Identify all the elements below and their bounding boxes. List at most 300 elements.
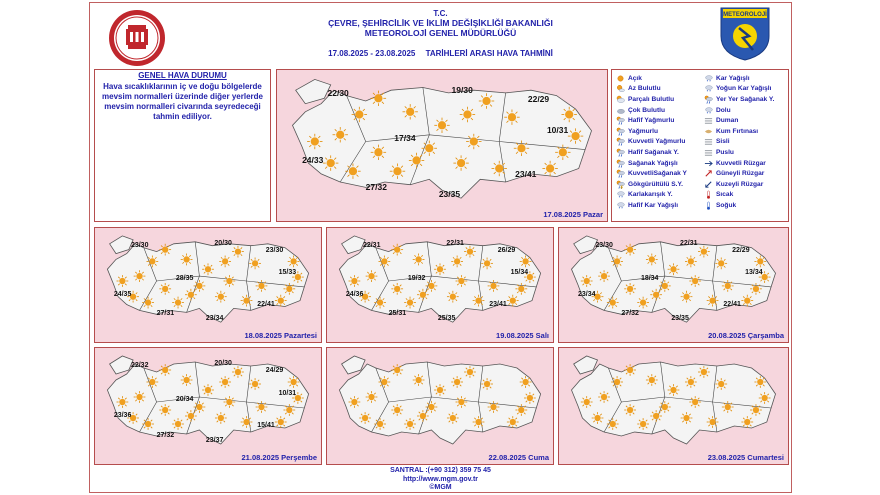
sun-icon <box>681 412 693 424</box>
temperature-label: 17/34 <box>394 133 416 144</box>
map-date-label: 18.08.2025 Pazartesi <box>244 331 317 340</box>
haze-icon <box>704 148 713 157</box>
temperature-label: 23/30 <box>595 241 613 249</box>
sun-icon <box>409 153 424 168</box>
sun-icon <box>488 280 500 292</box>
temperature-label: 27/32 <box>156 432 175 439</box>
svg-text:*: * <box>706 89 709 94</box>
sun-icon <box>288 376 300 388</box>
temperature-label: 15/33 <box>278 269 297 277</box>
header-line-tc: T.C. <box>433 9 448 18</box>
temperature-label: 20/34 <box>175 396 194 403</box>
legend-item-label: Güneyli Rüzgar <box>716 170 765 178</box>
cloudy-icon <box>616 106 625 115</box>
sun-icon <box>698 246 710 258</box>
legend-item <box>704 168 790 179</box>
svg-text:*: * <box>706 111 709 115</box>
temperature-label: 27/32 <box>365 182 387 192</box>
sun-icon <box>434 384 446 396</box>
light-shower-icon <box>616 148 625 157</box>
sun-icon <box>616 74 625 83</box>
sun-icon <box>219 256 231 268</box>
sun-icon <box>224 275 236 287</box>
sun-icon <box>460 107 475 122</box>
turkey-map <box>327 228 553 342</box>
legend-item <box>616 200 702 211</box>
sun-icon <box>146 376 158 388</box>
sun-icon <box>249 257 261 269</box>
legend-item <box>616 190 702 201</box>
legend-item <box>704 137 790 148</box>
header-ministry: ÇEVRE, ŞEHİRCİLİK VE İKLİM DEĞİŞİKLİĞİ BAKANLIĞI <box>328 18 553 28</box>
temperature-label: 22/41 <box>723 300 741 308</box>
sun-icon <box>754 256 766 268</box>
sun-icon <box>283 283 295 295</box>
map-date-label: 17.08.2025 Pazar <box>543 210 603 219</box>
sandstorm-icon <box>704 127 713 136</box>
sun-icon <box>391 364 403 376</box>
legend-item-label: Kuvvetli Yağmurlu <box>628 138 686 146</box>
scattered-shower-icon <box>704 95 713 104</box>
legend-item-label: Sıcak <box>716 191 734 199</box>
sun-icon <box>555 145 570 160</box>
legend-item <box>616 115 702 126</box>
sun-icon <box>520 256 532 268</box>
sun-icon <box>514 141 529 156</box>
sun-icon <box>142 297 154 309</box>
turkey-outline <box>572 362 776 444</box>
sun-icon <box>219 376 231 388</box>
turkey-map <box>95 348 321 464</box>
sun-icon <box>689 275 701 287</box>
sun-icon <box>134 270 146 282</box>
temperature-label: 23/37 <box>205 437 224 444</box>
turkey-map <box>559 228 788 342</box>
map-day-1 <box>276 69 608 222</box>
sun-icon <box>232 246 244 258</box>
date-range: 17.08.2025 - 23.08.2025 <box>328 49 416 58</box>
temperature-label: 10/31 <box>546 125 569 136</box>
sun-icon <box>481 257 493 269</box>
general-weather-summary <box>94 69 271 222</box>
sun-icon <box>390 164 405 179</box>
legend-item <box>616 84 702 95</box>
sun-icon <box>607 418 619 430</box>
heavy-snow-icon <box>704 84 713 93</box>
svg-text:*: * <box>621 195 623 200</box>
sun-icon <box>391 283 403 295</box>
sun-icon <box>715 378 727 390</box>
temperature-label: 23/34 <box>578 290 596 298</box>
temperature-label: 19/32 <box>407 275 426 283</box>
sun-icon <box>146 256 158 268</box>
sun-icon <box>741 295 753 307</box>
legend-column-left <box>616 73 702 211</box>
cold-icon <box>704 201 713 210</box>
south-wind-icon <box>704 169 713 178</box>
svg-text:*: * <box>706 79 709 83</box>
sun-icon <box>698 366 710 378</box>
sun-icon <box>117 275 129 287</box>
sun-icon <box>417 289 429 301</box>
sun-icon <box>715 257 727 269</box>
sun-icon <box>473 295 485 307</box>
legend-item <box>704 179 790 190</box>
sun-icon <box>345 164 360 179</box>
sun-icon <box>159 364 171 376</box>
turkey-outline <box>107 239 308 322</box>
legend-item-label: Gökgürültülü S.Y. <box>628 180 683 188</box>
sun-icon <box>750 283 762 295</box>
legend-item <box>616 147 702 158</box>
sun-icon <box>349 396 361 408</box>
temperature-label: 23/34 <box>205 315 224 323</box>
sun-icon <box>592 412 604 424</box>
temperature-label: 27/32 <box>621 310 639 318</box>
sun-icon <box>741 416 753 428</box>
legend-item-label: Duman <box>716 117 739 125</box>
header-forecast-title <box>90 49 791 58</box>
forecast-poster <box>89 2 792 493</box>
footer-url[interactable]: http://www.mgm.gov.tr <box>402 475 479 483</box>
temperature-label: 25/31 <box>388 310 407 318</box>
svg-text:*: * <box>709 111 711 115</box>
temperature-label: 22/31 <box>446 239 464 247</box>
sun-icon <box>659 280 671 292</box>
sun-icon <box>722 401 734 413</box>
sun-icon <box>142 418 154 430</box>
temperature-label: 23/30 <box>265 246 284 254</box>
hot-icon <box>704 190 713 199</box>
temperature-label: 20/30 <box>214 239 232 247</box>
sun-icon <box>434 118 449 133</box>
strong-wind-icon <box>704 159 713 168</box>
map-day-7 <box>558 347 789 465</box>
sun-icon <box>466 134 481 149</box>
legend-item-label: KuvvetliSağanak Y <box>628 170 687 178</box>
sun-icon <box>611 376 623 388</box>
sun-icon <box>598 270 610 282</box>
sun-icon <box>366 270 378 282</box>
map-day-4 <box>558 227 789 343</box>
sun-icon <box>722 280 734 292</box>
sun-small-cloud-icon <box>616 84 625 93</box>
temperature-label: 15/34 <box>510 269 529 277</box>
temperature-label: 20/30 <box>214 360 232 367</box>
map-day-2 <box>94 227 322 343</box>
sun-icon <box>159 283 171 295</box>
sun-icon <box>668 263 680 275</box>
sun-icon <box>378 256 390 268</box>
sun-icon <box>750 404 762 416</box>
svg-text:*: * <box>618 206 621 210</box>
legend-item-label: Kuvvetli Rüzgar <box>716 159 766 167</box>
temperature-label: 22/41 <box>257 300 275 308</box>
legend-item <box>616 105 702 116</box>
map-date-label: 23.08.2025 Cumartesi <box>707 453 784 462</box>
sun-icon <box>283 404 295 416</box>
legend-item-label: Çok Bulutlu <box>628 106 665 114</box>
sun-icon <box>374 297 386 309</box>
sun-icon <box>681 291 693 303</box>
sun-icon <box>542 161 557 176</box>
legend-item <box>704 73 790 84</box>
temperature-label: 23/36 <box>113 412 132 419</box>
sun-icon <box>413 254 425 266</box>
sun-icon <box>624 404 636 416</box>
partly-cloudy-icon <box>616 95 625 104</box>
sun-icon <box>172 418 184 430</box>
sun-icon <box>759 392 771 404</box>
thunderstorm-icon <box>616 180 625 189</box>
temperature-label: 22/29 <box>527 94 550 105</box>
meteoroloji-logo-icon <box>719 6 771 62</box>
sun-icon <box>426 280 438 292</box>
turkey-outline <box>572 239 776 322</box>
sun-icon <box>453 155 468 170</box>
sun-icon <box>492 161 507 176</box>
sun-icon <box>689 396 701 408</box>
sun-icon <box>215 412 227 424</box>
sun-icon <box>417 410 429 422</box>
map-date-label: 20.08.2025 Çarşamba <box>708 331 784 340</box>
logo-text: METEOROLOJİ <box>723 12 767 18</box>
legend-item-label: Kuzeyli Rüzgar <box>716 180 764 188</box>
map-day-3 <box>326 227 554 343</box>
legend-item <box>704 126 790 137</box>
summary-text: Hava sıcaklıklarının iç ve doğu bölgelerde mevsim normalleri üzerinde diğer yerlerde mevsim normalleri civarında seyredeceği tahmin ediliyor. <box>102 82 263 121</box>
legend-item-label: Puslu <box>716 148 734 156</box>
sun-icon <box>707 416 719 428</box>
legend-column-right <box>704 73 790 211</box>
sun-icon <box>307 134 322 149</box>
temperature-label: 23/41 <box>515 168 537 179</box>
sun-icon <box>581 396 593 408</box>
sun-icon <box>581 275 593 287</box>
sun-icon <box>447 412 459 424</box>
sun-icon <box>488 401 500 413</box>
sun-icon <box>507 295 519 307</box>
temperature-label: 25/35 <box>437 315 456 323</box>
temperature-label: 23/35 <box>671 315 689 323</box>
smoke-icon <box>704 116 713 125</box>
fog-icon <box>704 137 713 146</box>
sun-icon <box>256 401 268 413</box>
sun-icon <box>456 275 468 287</box>
sun-icon <box>607 297 619 309</box>
sun-icon <box>447 291 459 303</box>
temperature-label: 22/31 <box>680 239 698 247</box>
legend-item-label: Hafif Sağanak Y. <box>628 148 679 156</box>
sun-icon <box>504 110 519 125</box>
legend-item <box>704 115 790 126</box>
sun-icon <box>646 374 658 386</box>
sun-icon <box>598 391 610 403</box>
legend-item <box>704 190 790 201</box>
sun-icon <box>659 401 671 413</box>
sun-icon <box>288 256 300 268</box>
sun-icon <box>366 391 378 403</box>
shower-icon <box>616 159 625 168</box>
legend-item-label: Az Bulutlu <box>628 85 661 93</box>
sun-icon <box>241 295 253 307</box>
temperature-label: 26/29 <box>497 246 516 254</box>
temperature-label: 22/29 <box>732 246 750 254</box>
legend-item <box>616 137 702 148</box>
sun-icon <box>464 366 476 378</box>
sun-icon <box>464 246 476 258</box>
turkey-outline <box>107 362 308 444</box>
svg-text:*: * <box>709 79 711 83</box>
legend-item-label: Yağmurlu <box>628 127 659 135</box>
light-snow-icon <box>616 201 625 210</box>
map-date-label: 21.08.2025 Perşembe <box>241 453 317 462</box>
sun-icon <box>181 254 193 266</box>
forecast-title-text: TARİHLERİ ARASI HAVA TAHMİNİ <box>425 49 553 58</box>
sun-icon <box>404 418 416 430</box>
sun-icon <box>374 418 386 430</box>
sun-icon <box>624 244 636 256</box>
legend-item <box>704 200 790 211</box>
sun-icon <box>456 396 468 408</box>
north-wind-icon <box>704 180 713 189</box>
legend-item-label: Karlakarışık Y. <box>628 191 673 199</box>
heavy-shower-icon <box>616 169 625 178</box>
turkey-outline <box>339 239 540 322</box>
sun-icon <box>568 128 583 143</box>
footer-copyright: ©MGM <box>429 484 452 491</box>
footer-phone: SANTRAL :(+90 312) 359 75 45 <box>390 467 491 474</box>
legend-item <box>616 168 702 179</box>
sun-icon <box>637 418 649 430</box>
legend-item-label: Sisli <box>716 138 730 146</box>
sun-icon <box>391 404 403 416</box>
sleet-icon <box>616 190 625 199</box>
sun-icon <box>473 416 485 428</box>
temperature-label: 23/35 <box>438 188 461 199</box>
heavy-rain-icon <box>616 137 625 146</box>
map-day-6 <box>326 347 554 465</box>
light-rain-icon <box>616 116 625 125</box>
legend-item-label: Açık <box>628 74 642 82</box>
header <box>90 3 791 69</box>
sun-icon <box>481 378 493 390</box>
sun-icon <box>275 295 287 307</box>
sun-icon <box>403 104 418 119</box>
svg-text:*: * <box>709 89 711 94</box>
sun-icon <box>754 376 766 388</box>
temperature-label: 19/30 <box>451 84 473 95</box>
sun-icon <box>359 412 371 424</box>
sun-icon <box>224 396 236 408</box>
legend-item <box>704 94 790 105</box>
sun-icon <box>524 392 536 404</box>
sun-icon <box>637 297 649 309</box>
legend-item <box>616 179 702 190</box>
sun-icon <box>232 366 244 378</box>
sun-icon <box>215 291 227 303</box>
sun-icon <box>707 295 719 307</box>
sun-icon <box>202 263 214 275</box>
legend <box>611 69 789 222</box>
svg-text:*: * <box>618 195 621 200</box>
sun-icon <box>451 376 463 388</box>
sun-icon <box>422 141 437 156</box>
sun-icon <box>685 256 697 268</box>
sun-icon <box>624 364 636 376</box>
temperature-label: 23/41 <box>489 300 507 308</box>
map-date-label: 22.08.2025 Cuma <box>488 453 549 462</box>
legend-item <box>616 94 702 105</box>
legend-item <box>704 105 790 116</box>
sun-icon <box>323 155 338 170</box>
sun-icon <box>117 396 129 408</box>
legend-item <box>704 147 790 158</box>
temperature-label: 24/29 <box>265 367 284 374</box>
legend-item-label: Hafif Yağmurlu <box>628 117 675 125</box>
legend-item <box>704 84 790 95</box>
legend-item <box>704 158 790 169</box>
sun-icon <box>650 410 662 422</box>
turkey-map <box>327 348 553 464</box>
sun-icon <box>515 283 527 295</box>
temperature-label: 22/32 <box>130 362 149 369</box>
map-date-label: 19.08.2025 Salı <box>496 331 549 340</box>
legend-item-label: Yoğun Kar Yağışlı <box>716 85 772 93</box>
sun-icon <box>685 376 697 388</box>
legend-item <box>616 126 702 137</box>
legend-item-label: Kar Yağışlı <box>716 74 750 82</box>
legend-item-label: Hafif Kar Yağışlı <box>628 201 679 209</box>
sun-icon <box>404 297 416 309</box>
sun-icon <box>249 378 261 390</box>
map-day-5 <box>94 347 322 465</box>
legend-item <box>616 73 702 84</box>
sun-icon <box>520 376 532 388</box>
footer <box>90 467 791 493</box>
sun-icon <box>275 416 287 428</box>
sun-icon <box>185 289 197 301</box>
temperature-label: 24/33 <box>302 155 324 165</box>
turkey-outline <box>339 362 540 444</box>
header-directorate: METEOROLOJİ GENEL MÜDÜRLÜĞÜ <box>364 28 517 38</box>
hail-icon <box>704 106 713 115</box>
temperature-label: 28/35 <box>175 275 194 283</box>
turkey-map <box>559 348 788 464</box>
legend-item-label: Kum Fırtınası <box>716 127 759 135</box>
sun-icon <box>562 107 577 122</box>
temperature-label: 13/34 <box>745 269 763 277</box>
sun-icon <box>349 275 361 287</box>
temperature-label: 24/36 <box>345 290 364 298</box>
sun-icon <box>181 374 193 386</box>
rain-icon <box>616 127 625 136</box>
sun-icon <box>194 401 206 413</box>
turkey-map <box>95 228 321 342</box>
temperature-label: 22/31 <box>362 241 381 249</box>
sun-icon <box>624 283 636 295</box>
temperature-label: 22/30 <box>327 87 349 98</box>
temperature-label: 27/31 <box>156 310 175 318</box>
sun-icon <box>194 280 206 292</box>
sun-icon <box>202 384 214 396</box>
sun-icon <box>426 401 438 413</box>
svg-text:*: * <box>621 206 623 210</box>
sun-icon <box>256 280 268 292</box>
temperature-label: 15/41 <box>257 422 275 429</box>
legend-item-label: Dolu <box>716 106 731 114</box>
sun-icon <box>413 374 425 386</box>
